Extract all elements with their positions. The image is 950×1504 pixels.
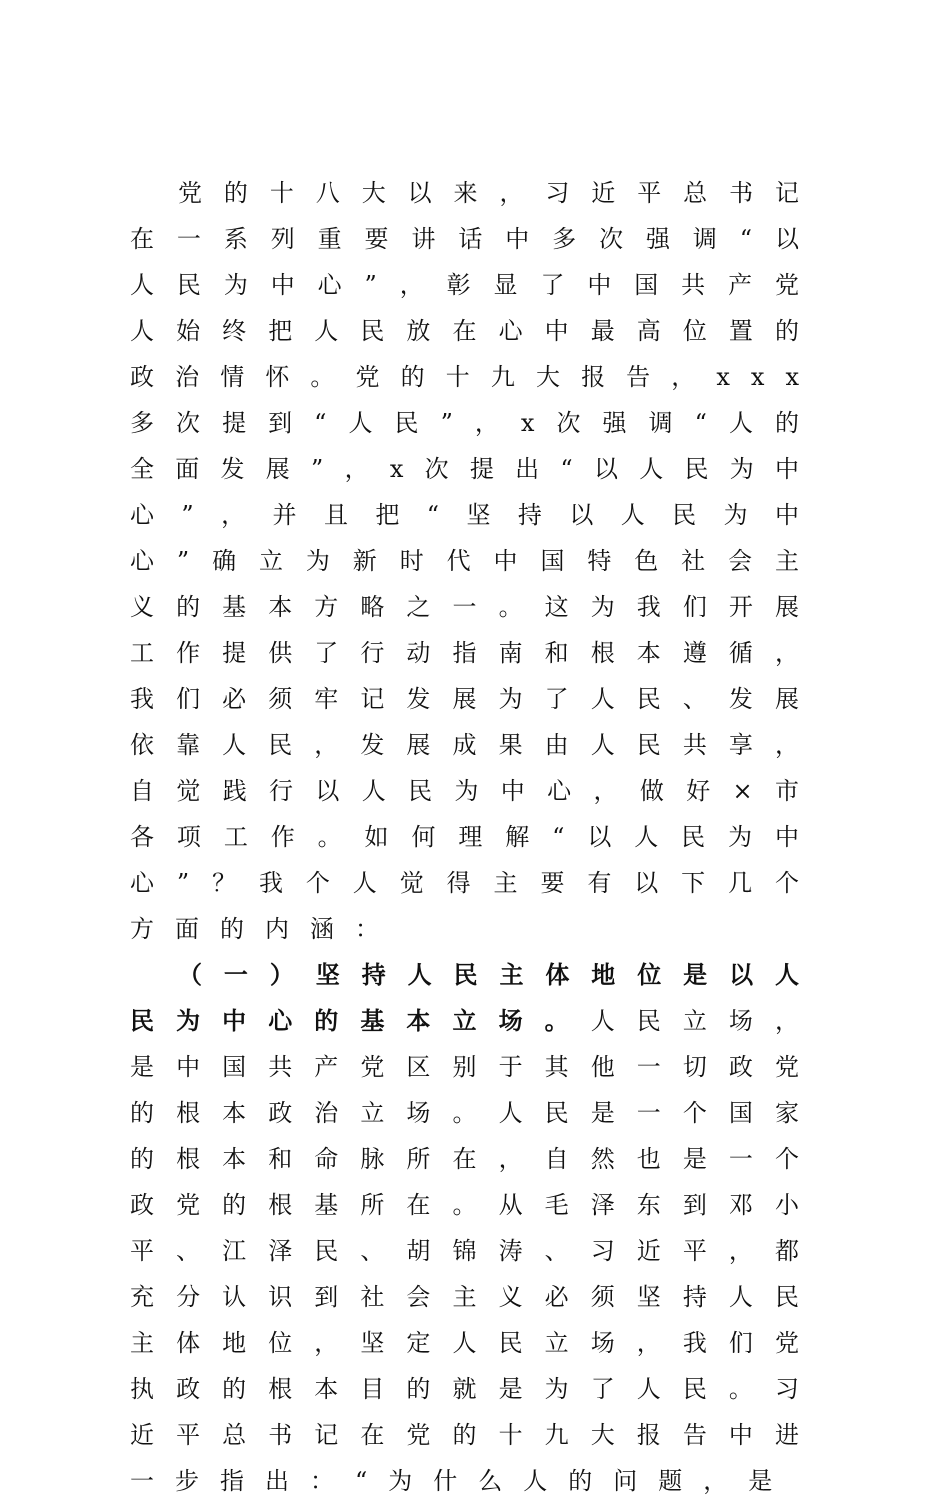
document-body bbox=[130, 170, 820, 1504]
section-one-text: 人民立场，是中国共产党区别于其他一切政党的根本政治立场。人民是一个国家的根本和命脉所在，自然也是一个政党的根基所在。从毛泽东到邓小平、江泽民、胡锦涛、习近平，都充分认识到社会主义必须坚持人民主体地位，坚定人民立场，我们党执政的根本目的就是为了人民。习近平总书记在党的十九大报告中进一步指出：“为什么人的问题，是 bbox=[130, 1007, 821, 1495]
paragraph-section-one bbox=[130, 952, 820, 1504]
paragraph-intro: 党的十八大以来，习近平总书记在一系列重要讲话中多次强调“以人民为中心”，彰显了中国共产党人始终把人民放在心中最高位置的政治情怀。党的十九大报告，xxx多次提到“人民”，x次强调“人的全面发展”，x次提出“以人民为中心”，并且把“坚持以人民为中心”确立为新时代中国特色社会主义的基本方略之一。这为我们开展工作提供了行动指南和根本遵循，我们必须牢记发展为了人民、发展依靠人民，发展成果由人民共享，自觉践行以人民为中心，做好×市各项工作。如何理解“以人民为中心”？我个人觉得主要有以下几个方面的内涵： bbox=[130, 179, 820, 943]
section-one-heading: （一）坚持人民主体地位是以人民为中心的基本立场。 bbox=[130, 961, 820, 1035]
